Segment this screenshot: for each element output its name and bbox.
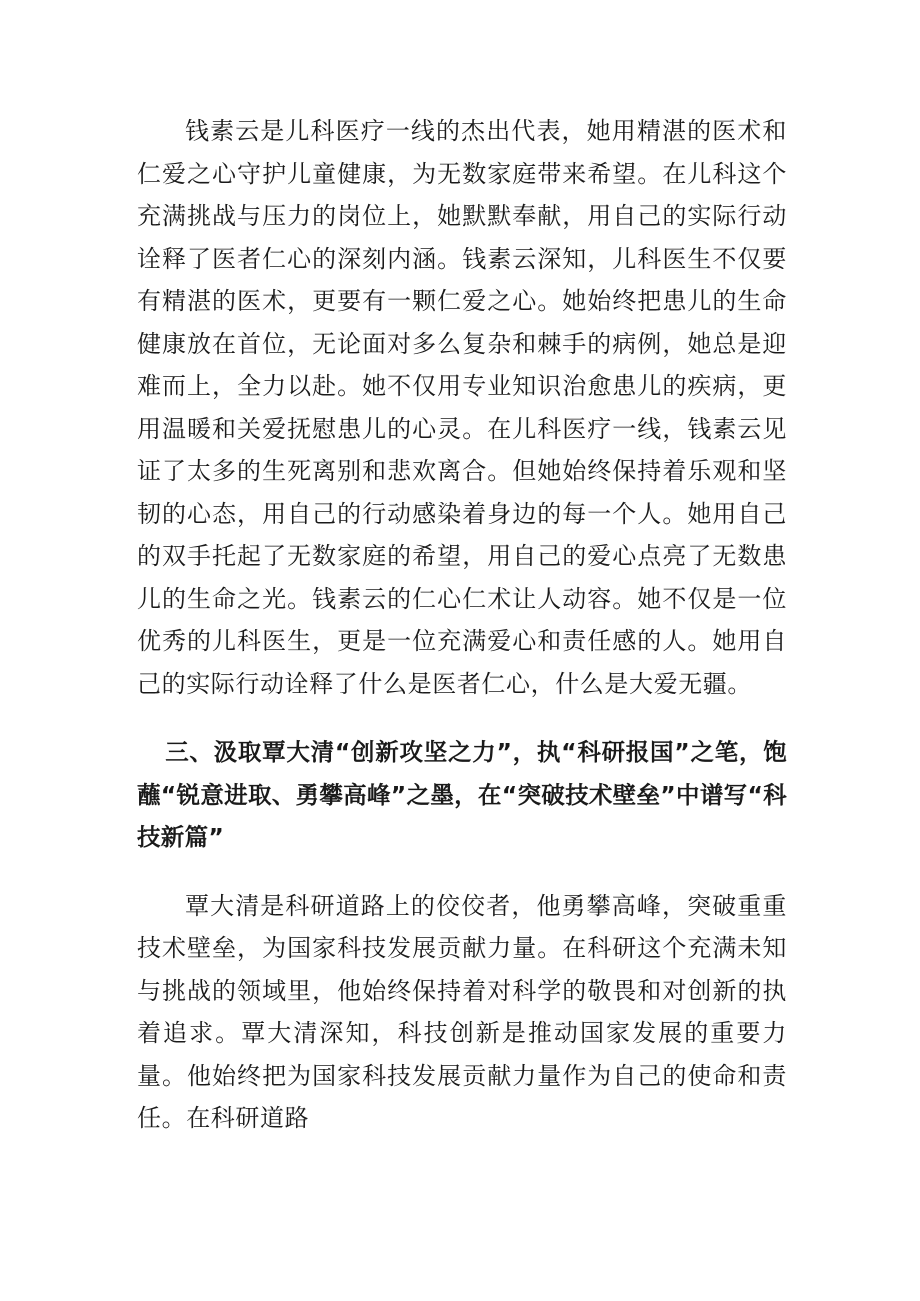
paragraph-qin-daqing: 覃大清是科研道路上的佼佼者，他勇攀高峰，突破重重技术壁垒，为国家科技发展贡献力量。在科研这个充满未知与挑战的领域里，他始终保持着对科学的敬畏和对创新的执着追求。覃大清深知，科技创新是推动国家发展的重要力量。他始终把为国家科技发展贡献力量作为自己的使命和责任。在科研道路 xyxy=(137,891,787,1132)
section-heading-3: 三、汲取覃大清“创新攻坚之力”，执“科研报国”之笔，饱蘸“锐意进取、勇攀高峰”之墨，在“突破技术壁垒”中谱写“科技新篇” xyxy=(137,738,787,851)
document-body xyxy=(137,110,787,1140)
paragraph-qian-suyun: 钱素云是儿科医疗一线的杰出代表，她用精湛的医术和仁爱之心守护儿童健康，为无数家庭带来希望。在儿科这个充满挑战与压力的岗位上，她默默奉献，用自己的实际行动诠释了医者仁心的深刻内涵。钱素云深知，儿科医生不仅要有精湛的医术，更要有一颗仁爱之心。她始终把患儿的生命健康放在首位，无论面对多么复杂和棘手的病例，她总是迎难而上，全力以赴。她不仅用专业知识治愈患儿的疾病，更用温暖和关爱抚慰患儿的心灵。在儿科医疗一线，钱素云见证了太多的生死离别和悲欢离合。但她始终保持着乐观和坚韧的心态，用自己的行动感染着身边的每一个人。她用自己的双手托起了无数家庭的希望，用自己的爱心点亮了无数患儿的生命之光。钱素云的仁心仁术让人动容。她不仅是一位优秀的儿科医生，更是一位充满爱心和责任感的人。她用自己的实际行动诠释了什么是医者仁心，什么是大爱无疆。 xyxy=(137,117,787,698)
